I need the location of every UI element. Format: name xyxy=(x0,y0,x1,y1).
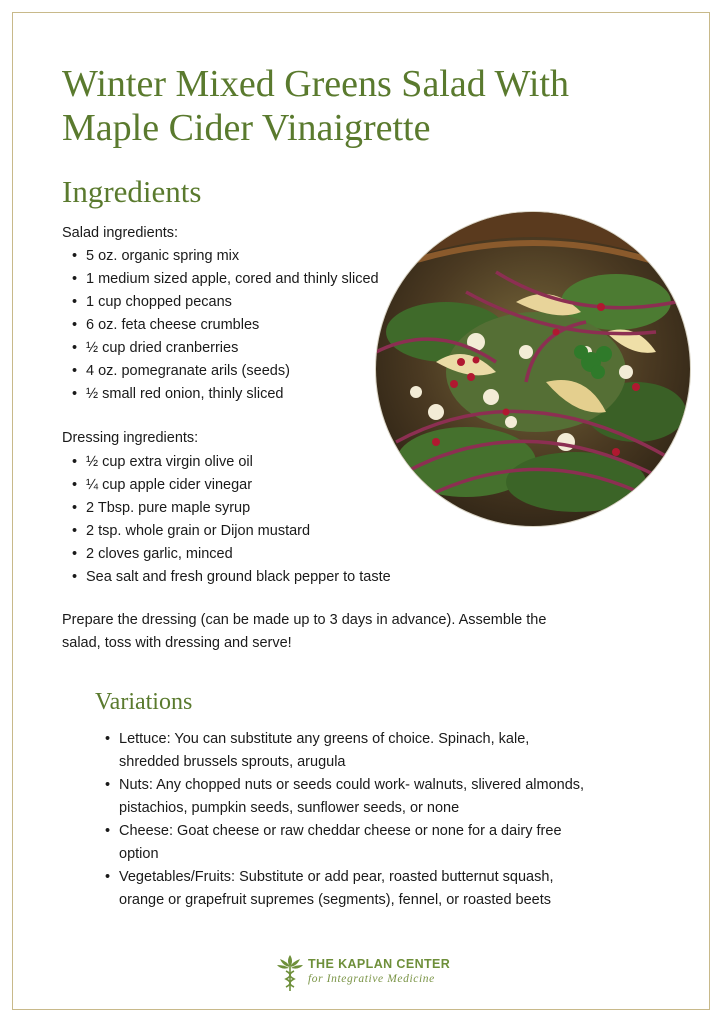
list-item: • Nuts: Any chopped nuts or seeds could work- walnuts, slivered almonds, pistachios, pumpkin seeds, sunflower seeds, or none xyxy=(119,774,589,820)
ingredients-heading: Ingredients xyxy=(62,174,202,209)
list-item: • ½ small red onion, thinly sliced xyxy=(86,383,379,406)
dressing-ingredient-list xyxy=(62,451,391,589)
salad-ingredients-label: Salad ingredients: xyxy=(62,225,179,241)
logo-name: THE KAPLAN CENTER xyxy=(308,957,451,971)
list-item: • Lettuce: You can substitute any greens of choice. Spinach, kale, shredded brussels sprouts, arugula xyxy=(119,728,589,774)
list-item: • 1 medium sized apple, cored and thinly sliced xyxy=(86,268,379,291)
list-item: • 5 oz. organic spring mix xyxy=(86,245,379,268)
lotus-caduceus-icon xyxy=(276,953,304,993)
list-item: • ½ cup dried cranberries xyxy=(86,337,379,360)
list-item: • 2 cloves garlic, minced xyxy=(86,543,391,566)
list-item: • 6 oz. feta cheese crumbles xyxy=(86,314,379,337)
salad-photo xyxy=(376,212,690,526)
list-item: • Vegetables/Fruits: Substitute or add pear, roasted butternut squash, orange or grapefruit supremes (segments), fennel, or roasted beets xyxy=(119,866,589,912)
list-item: • Sea salt and fresh ground black pepper to taste xyxy=(86,566,391,589)
list-item: • 1 cup chopped pecans xyxy=(86,291,379,314)
instructions-paragraph: Prepare the dressing (can be made up to 3 days in advance). Assemble the salad, toss with dressing and serve! xyxy=(62,612,547,651)
variations-heading: Variations xyxy=(95,689,193,715)
variations-list xyxy=(95,728,589,912)
list-item: • ¼ cup apple cider vinegar xyxy=(86,474,391,497)
list-item: • 2 Tbsp. pure maple syrup xyxy=(86,497,391,520)
salad-ingredient-list xyxy=(62,245,379,406)
list-item: • Cheese: Goat cheese or raw cheddar cheese or none for a dairy free option xyxy=(119,820,589,866)
kaplan-center-logo xyxy=(276,953,466,993)
recipe-title: Winter Mixed Greens Salad With Maple Cider Vinaigrette xyxy=(62,63,570,149)
dressing-ingredients-label: Dressing ingredients: xyxy=(62,430,199,446)
list-item: • 2 tsp. whole grain or Dijon mustard xyxy=(86,520,391,543)
list-item: • 4 oz. pomegranate arils (seeds) xyxy=(86,360,379,383)
list-item: • ½ cup extra virgin olive oil xyxy=(86,451,391,474)
logo-tagline: for Integrative Medicine xyxy=(308,973,435,985)
